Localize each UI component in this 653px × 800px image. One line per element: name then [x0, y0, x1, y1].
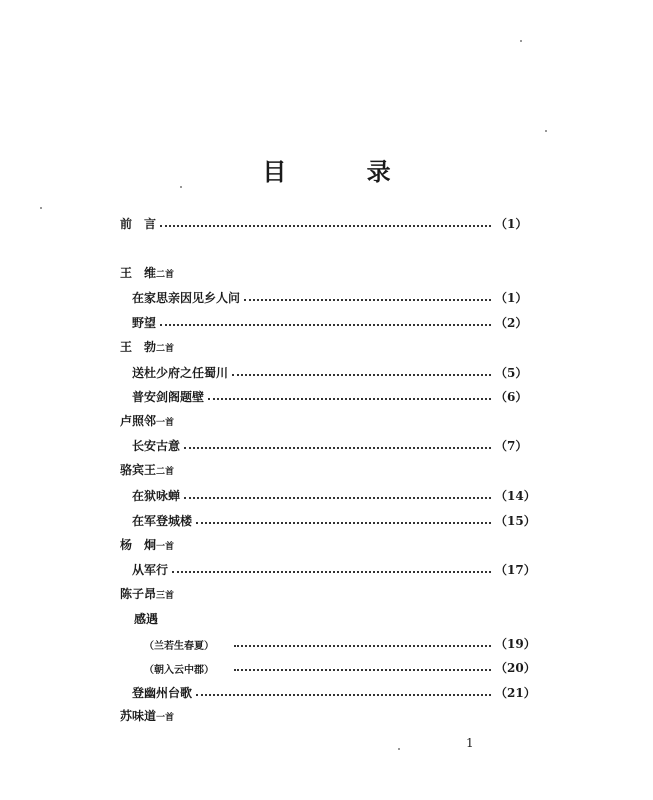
toc-entry-page: （1）: [495, 217, 528, 231]
poet-heading: [120, 461, 174, 478]
leader-dots: [172, 571, 491, 573]
toc-entry-label: 野望: [132, 316, 157, 330]
poet-name: 王 维: [120, 266, 157, 280]
toc-entry: [0, 385, 653, 405]
leader-dots: [234, 669, 491, 671]
leader-dots: [234, 645, 491, 647]
toc-entry-page: （5）: [495, 366, 528, 380]
leader-dots: [244, 299, 491, 301]
toc-entry-page: （19）: [495, 637, 536, 651]
toc-entry-page: （2）: [495, 316, 528, 330]
toc-entry-label: 长安古意: [132, 439, 181, 453]
leader-dots: [184, 447, 491, 449]
poet-name: 杨 炯: [120, 538, 157, 552]
toc-entry: [0, 632, 653, 652]
toc-entry-page: （17）: [495, 563, 536, 577]
leader-dots: [196, 694, 491, 696]
poem-count: 三首: [156, 591, 175, 601]
toc-entry-label: 送杜少府之任蜀川: [132, 366, 229, 380]
scan-speck: [398, 748, 400, 750]
toc-entry-label: 在狱咏蝉: [132, 489, 181, 503]
poem-count: 二首: [156, 270, 175, 280]
poem-count: 一首: [156, 542, 175, 552]
leader-dots: [160, 225, 491, 227]
poet-name: 苏味道: [120, 709, 157, 723]
poem-count: 一首: [156, 713, 175, 723]
poet-heading: [120, 338, 174, 355]
page-number: 1: [466, 736, 474, 750]
toc-entry-label: 普安剑阁题壁: [132, 390, 205, 404]
poem-count: 一首: [156, 418, 175, 428]
leader-dots: [160, 324, 491, 326]
poet-heading: [120, 585, 174, 602]
scan-speck: [520, 40, 522, 42]
toc-entry: [0, 656, 653, 676]
leader-dots: [208, 398, 491, 400]
poem-group-heading: 感遇: [134, 612, 159, 626]
page-title: 目 录: [262, 157, 427, 186]
poet-heading: [120, 412, 174, 429]
toc-entry: [0, 286, 653, 306]
toc-entry-label: 前 言: [120, 217, 157, 231]
poet-name: 王 勃: [120, 340, 157, 354]
poet-name: 骆宾王: [120, 463, 157, 477]
toc-entry-label: 登幽州台歌: [132, 686, 193, 700]
scan-speck: [545, 130, 547, 132]
poet-heading: [120, 707, 174, 724]
toc-entry-page: （1）: [495, 291, 528, 305]
poet-name: 陈子昂: [120, 587, 157, 601]
toc-entry-preface: [0, 212, 653, 232]
toc-entry-page: （7）: [495, 439, 528, 453]
toc-entry-label: 在军登城楼: [132, 514, 193, 528]
poet-name: 卢照邻: [120, 414, 157, 428]
poem-count: 二首: [156, 344, 175, 354]
toc-entry: [0, 311, 653, 331]
toc-entry-page: （6）: [495, 390, 528, 404]
toc-entry-label: （朝入云中郡）: [144, 665, 214, 676]
poet-heading: [120, 536, 174, 553]
toc-entry-label: （兰若生春夏）: [144, 641, 214, 652]
toc-entry: [0, 484, 653, 504]
toc-entry-page: （14）: [495, 489, 536, 503]
toc-entry: [0, 434, 653, 454]
toc-entry-label: 在家思亲因见乡人问: [132, 291, 241, 305]
poet-heading: [120, 264, 174, 281]
toc-entry-page: （21）: [495, 686, 536, 700]
toc-entry-page: （15）: [495, 514, 536, 528]
toc-entry: [0, 509, 653, 529]
toc-entry: [0, 681, 653, 701]
leader-dots: [184, 497, 491, 499]
toc-entry-page: （20）: [495, 661, 536, 675]
leader-dots: [232, 374, 491, 376]
toc-entry-label: 从军行: [132, 563, 169, 577]
leader-dots: [196, 522, 491, 524]
poem-count: 二首: [156, 467, 175, 477]
toc-entry: [0, 361, 653, 381]
scan-speck: [40, 207, 42, 209]
toc-entry: [0, 558, 653, 578]
scan-speck: [180, 186, 182, 188]
